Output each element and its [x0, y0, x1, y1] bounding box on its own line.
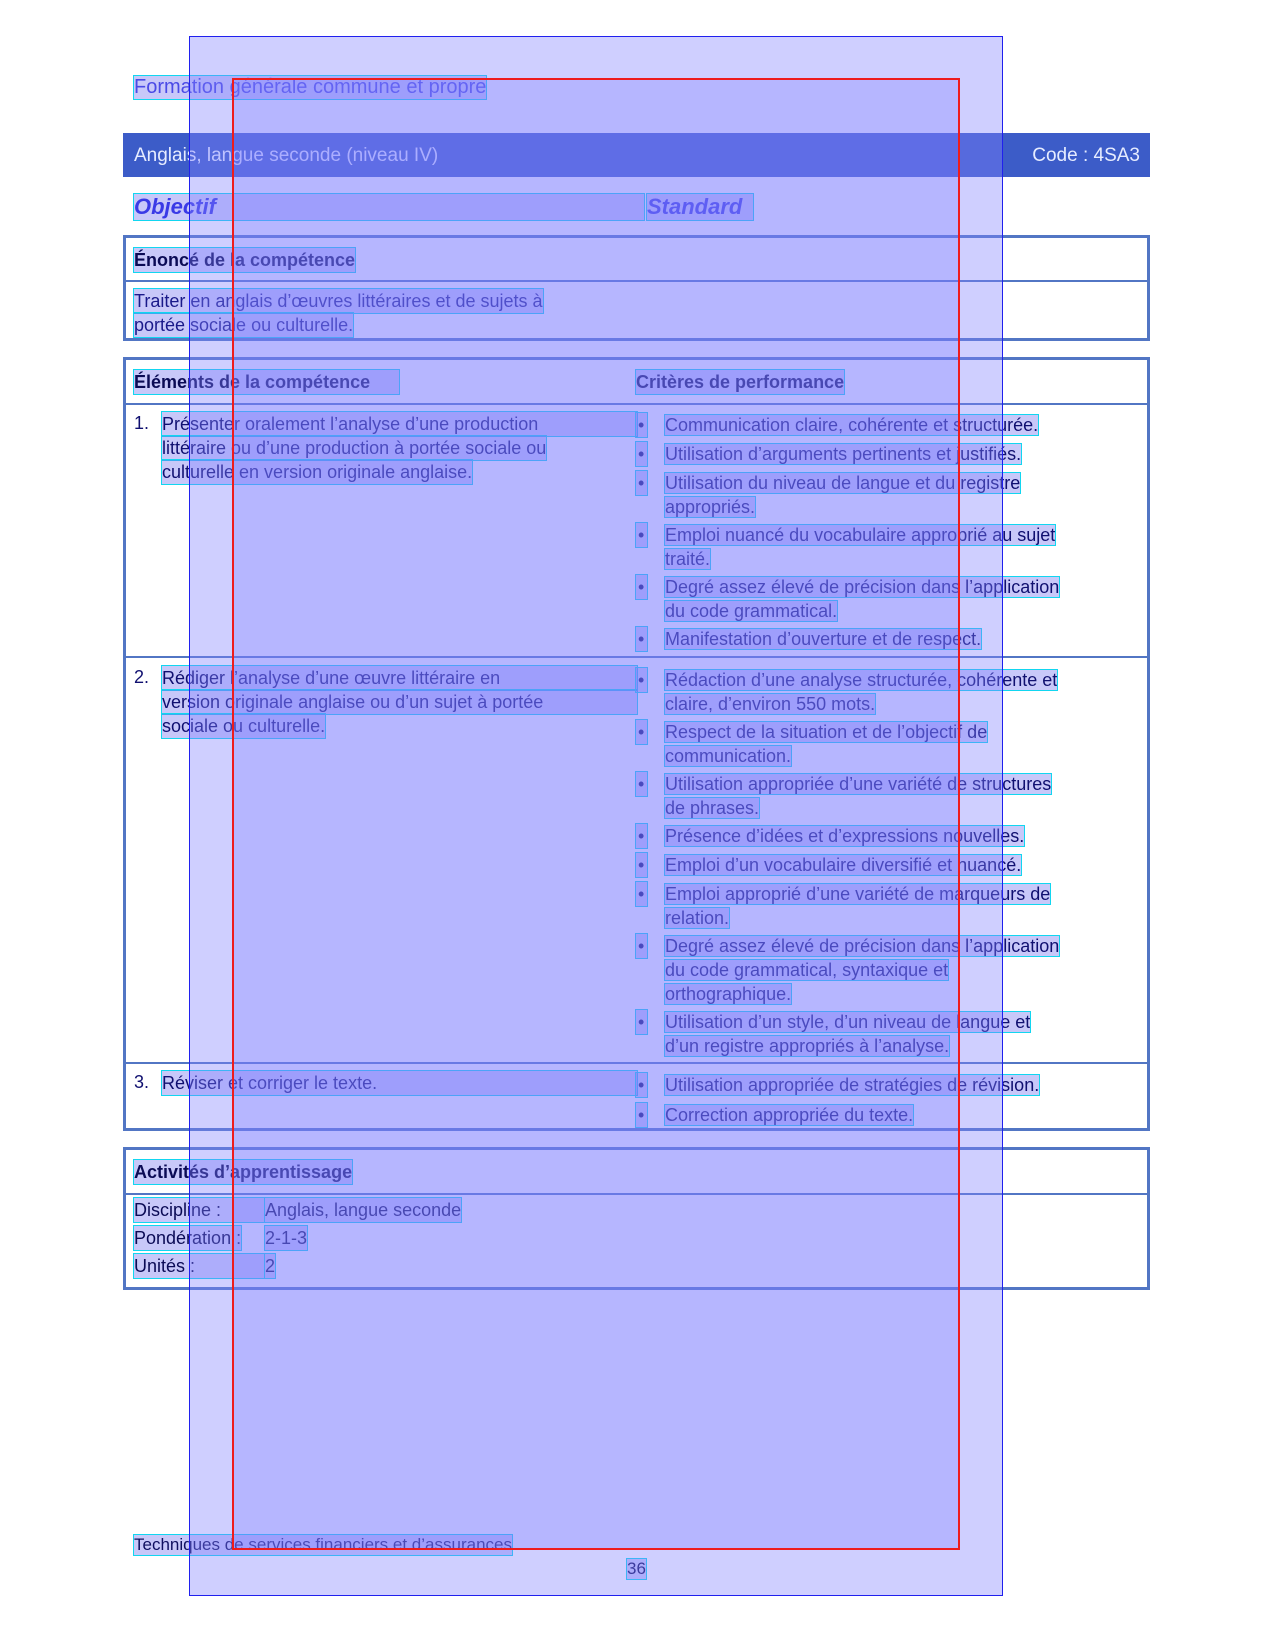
course-title: Anglais, langue seconde (niveau IV) [134, 145, 439, 166]
activity-value: 2-1-3 [265, 1228, 308, 1248]
content-overlay-region [232, 78, 960, 1550]
section-title: Formation générale commune et propre [134, 76, 487, 98]
criterion-text: Présence d’idées et d’expressions nouvelles. [665, 826, 1025, 846]
objective-label: Objectif [134, 194, 644, 220]
criterion-text: Utilisation d’arguments pertinents et justifiés. [665, 444, 1022, 464]
criterion-text: Utilisation appropriée de stratégies de révision. [665, 1075, 1040, 1095]
activity-value: Anglais, langue seconde [265, 1200, 462, 1220]
criterion-text: Utilisation d’un style, d’un niveau de langue et [665, 1012, 1031, 1032]
criterion-text: traité. [665, 549, 711, 569]
activity-label: Pondération : [134, 1228, 242, 1248]
footer-program: Techniques de services financiers et d’assurances [134, 1535, 512, 1554]
element-number: 1. [134, 413, 150, 433]
criterion-text: Degré assez élevé de précision dans l’application [665, 577, 1060, 597]
element-text-line: version originale anglaise ou d’un sujet à portée [162, 690, 637, 714]
activity-label: Discipline : [134, 1198, 264, 1222]
criterion-text: appropriés. [665, 497, 756, 517]
criterion-text: du code grammatical. [665, 601, 838, 621]
element-text-line: culturelle en version originale anglaise. [162, 462, 473, 482]
standard-label: Standard [647, 194, 753, 220]
criterion-text: Correction appropriée du texte. [665, 1105, 914, 1125]
criterion-text: Utilisation appropriée d’une variété de structures [665, 774, 1052, 794]
criterion-text: Manifestation d’ouverture et de respect. [665, 629, 982, 649]
activities-heading: Activités d’apprentissage [134, 1162, 353, 1182]
criterion-text: Degré assez élevé de précision dans l’application [665, 936, 1060, 956]
statement-heading: Énoncé de la compétence [134, 250, 356, 270]
criterion-text: Emploi d’un vocabulaire diversifié et nuancé. [665, 855, 1022, 875]
activity-label: Unités : [134, 1254, 264, 1278]
criterion-text: Emploi nuancé du vocabulaire approprié au sujet [665, 525, 1056, 545]
page-number: 36 [627, 1559, 646, 1578]
criterion-text: Rédaction d’une analyse structurée, cohérente et [665, 670, 1058, 690]
element-text-line: Rédiger l’analyse d’une œuvre littéraire en [162, 666, 637, 690]
statement-text-line1: Traiter en anglais d’œuvres littéraires et de sujets à [134, 291, 543, 311]
criterion-text: d’un registre appropriés à l’analyse. [665, 1036, 950, 1056]
criterion-text: Communication claire, cohérente et structurée. [665, 415, 1039, 435]
criterion-text: Emploi approprié d’une variété de marqueurs de [665, 884, 1051, 904]
criterion-text: communication. [665, 746, 792, 766]
criteria-heading: Critères de performance [636, 372, 845, 392]
criterion-text: de phrases. [665, 798, 760, 818]
activity-value: 2 [265, 1256, 276, 1276]
element-text-line: Réviser et corriger le texte. [162, 1071, 637, 1095]
criterion-text: relation. [665, 908, 730, 928]
statement-text-line2: portée sociale ou culturelle. [134, 315, 354, 335]
element-text-line: sociale ou culturelle. [162, 716, 326, 736]
criterion-text: Utilisation du niveau de langue et du registre [665, 473, 1021, 493]
element-number: 2. [134, 667, 150, 687]
element-text-line: Présenter oralement l’analyse d’une production [162, 412, 637, 436]
criterion-text: orthographique. [665, 984, 792, 1004]
criterion-text: du code grammatical, syntaxique et [665, 960, 949, 980]
criterion-text: Respect de la situation et de l’objectif de [665, 722, 988, 742]
element-text-line: littéraire ou d’une production à portée sociale ou [162, 438, 547, 458]
criterion-text: claire, d’environ 550 mots. [665, 694, 876, 714]
element-number: 3. [134, 1072, 150, 1092]
course-code: Code : 4SA3 [1032, 145, 1140, 166]
elements-heading: Éléments de la compétence [134, 370, 399, 394]
